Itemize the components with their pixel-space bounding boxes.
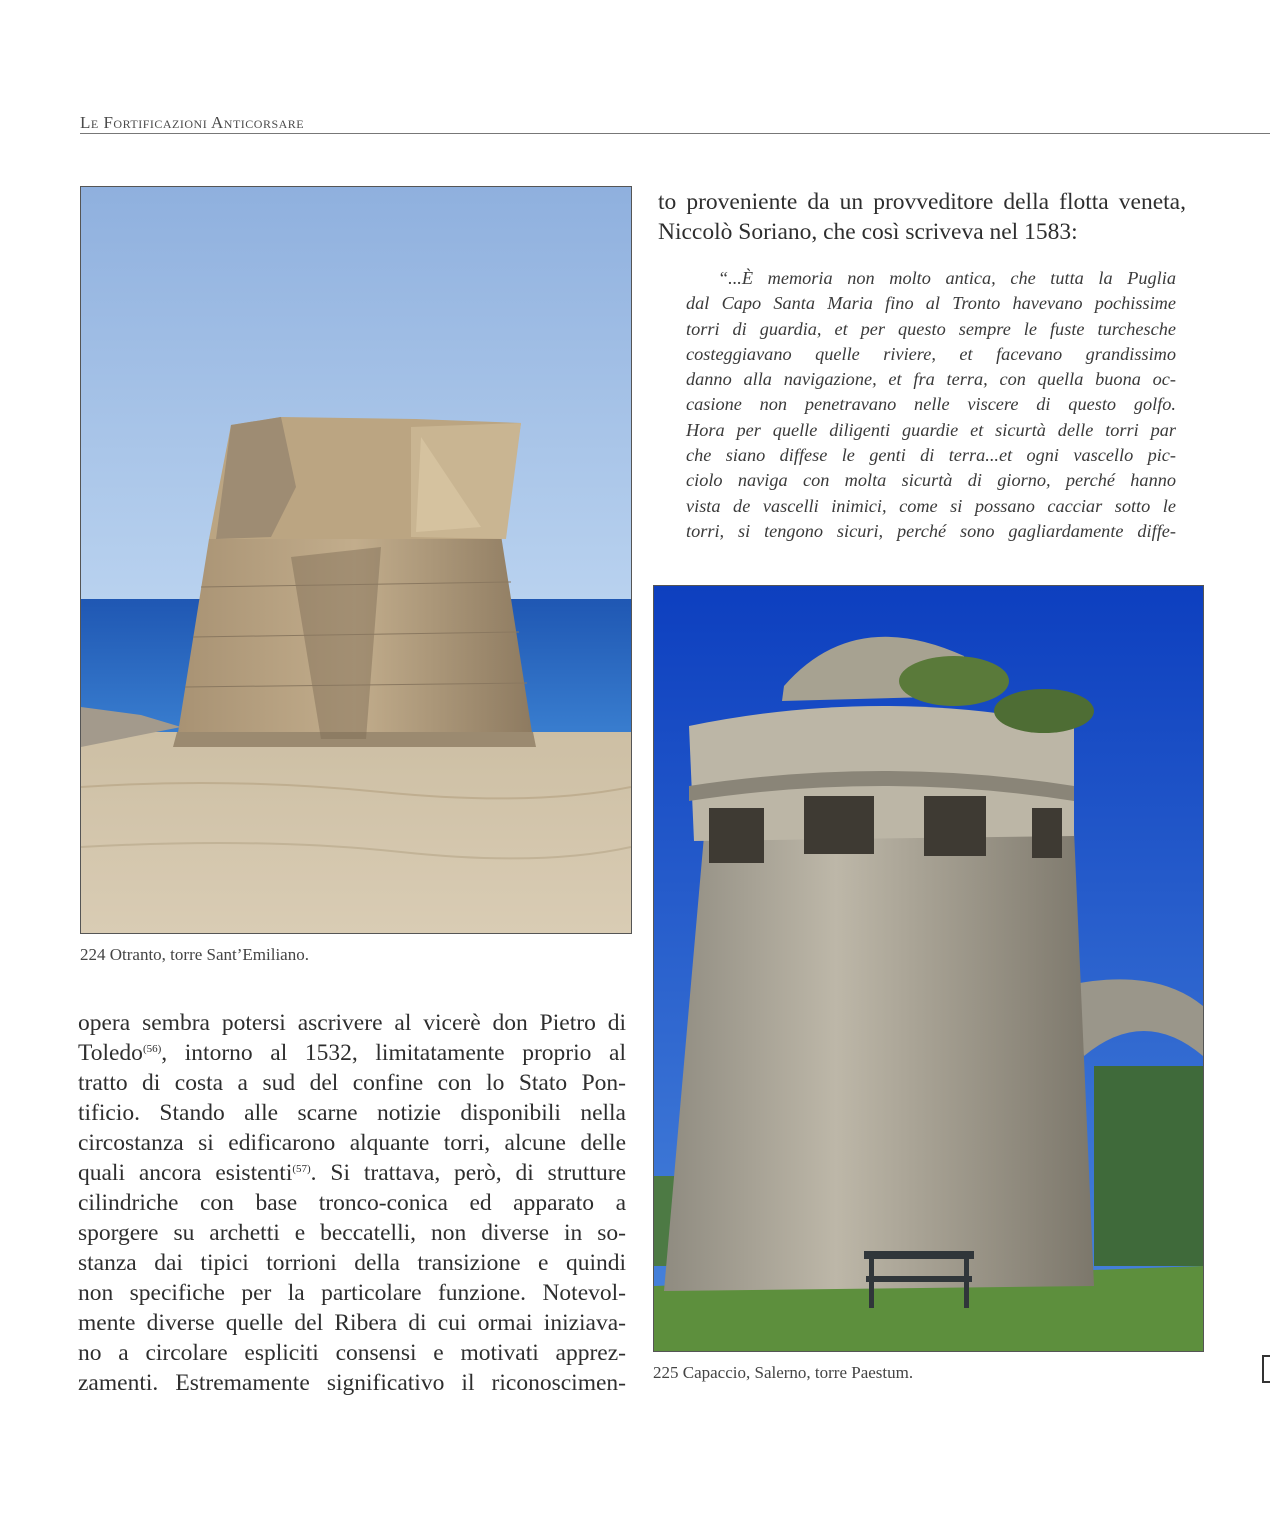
left-column-text	[78, 1008, 626, 1398]
figure-caption-225: 225 Capaccio, Salerno, torre Paestum.	[653, 1363, 914, 1382]
photo-paestum-tower	[653, 585, 1204, 1352]
figure-caption-224: 224 Otranto, torre Sant’Emiliano.	[80, 945, 309, 964]
text-line: Niccolò Soriano, che così scriveva nel 1583:	[658, 219, 1078, 245]
quote-line: Hora per quelle diligenti guardie et sicurtà delle torri par	[686, 419, 1176, 440]
text-line: sporgere su archetti e beccatelli, non diverse in so-	[78, 1220, 626, 1246]
text-line: to proveniente da un provveditore della flotta veneta,	[658, 189, 1186, 215]
text-line: zamenti. Estremamente significativo il riconoscimen-	[78, 1370, 626, 1396]
right-column-text	[658, 187, 1186, 247]
text-line	[78, 1158, 626, 1188]
text-line: mente diverse quelle del Ribera di cui ormai iniziava-	[78, 1310, 626, 1336]
text-fragment: . Si trattava, però, di strutture	[310, 1160, 626, 1186]
text-line: tratto di costa a sud del confine con lo Stato Pon-	[78, 1070, 626, 1096]
text-line: circostanza si edificarono alquante torri, alcune delle	[78, 1130, 626, 1156]
running-head: Le Fortificazioni Anticorsare	[80, 113, 305, 132]
text-line	[78, 1038, 626, 1068]
quote-line: che siano diffese le genti di terra...et ogni vascello pic-	[686, 445, 1176, 466]
text-line: tificio. Stando alle scarne notizie disponibili nella	[78, 1100, 626, 1126]
quote-line: casione non penetravano nelle viscere di questo golfo.	[686, 394, 1176, 415]
text-fragment: quali ancora esistenti	[78, 1160, 293, 1186]
text-line: no a circolare espliciti consensi e motivati apprez-	[78, 1340, 626, 1366]
text-line: stanza dai tipici torrioni della transizione e quindi	[78, 1250, 626, 1276]
quote-line: danno alla navigazione, et fra terra, con quella buona oc-	[686, 369, 1176, 390]
text-fragment: , intorno al 1532, limitatamente proprio al	[161, 1040, 626, 1066]
quote-line: torri, si tengono sicuri, perché sono gagliardamente diffe-	[686, 520, 1176, 541]
text-fragment: Toledo	[78, 1040, 143, 1066]
text-line: opera sembra potersi ascrivere al vicerè don Pietro di	[78, 1010, 626, 1036]
quote-line: torri di guardia, et per questo sempre le fuste turchesche	[686, 318, 1176, 339]
quote-line: vista de vascelli inimici, come si possano cacciar sotto le	[686, 495, 1176, 516]
text-line: non specifiche per la particolare funzione. Notevol-	[78, 1280, 626, 1306]
quote-line: “...È memoria non molto antica, che tutta la Puglia	[718, 268, 1176, 288]
page-edge-mark	[1262, 1355, 1270, 1383]
photo-otranto-tower	[80, 186, 632, 934]
text-line: cilindriche con base tronco-conica ed apparato a	[78, 1190, 626, 1216]
header-rule	[80, 133, 1270, 134]
footnote-ref-56: (56)	[142, 1043, 162, 1055]
quote-block	[686, 266, 1176, 544]
quote-line: ciolo naviga con molta sicurtà di giorno, perché hanno	[686, 470, 1176, 491]
quote-line: costeggiavano quelle riviere, et facevano grandissimo	[686, 343, 1176, 364]
quote-line: dal Capo Santa Maria fino al Tronto havevano pochissime	[686, 293, 1176, 314]
footnote-ref-57: (57)	[292, 1163, 311, 1175]
